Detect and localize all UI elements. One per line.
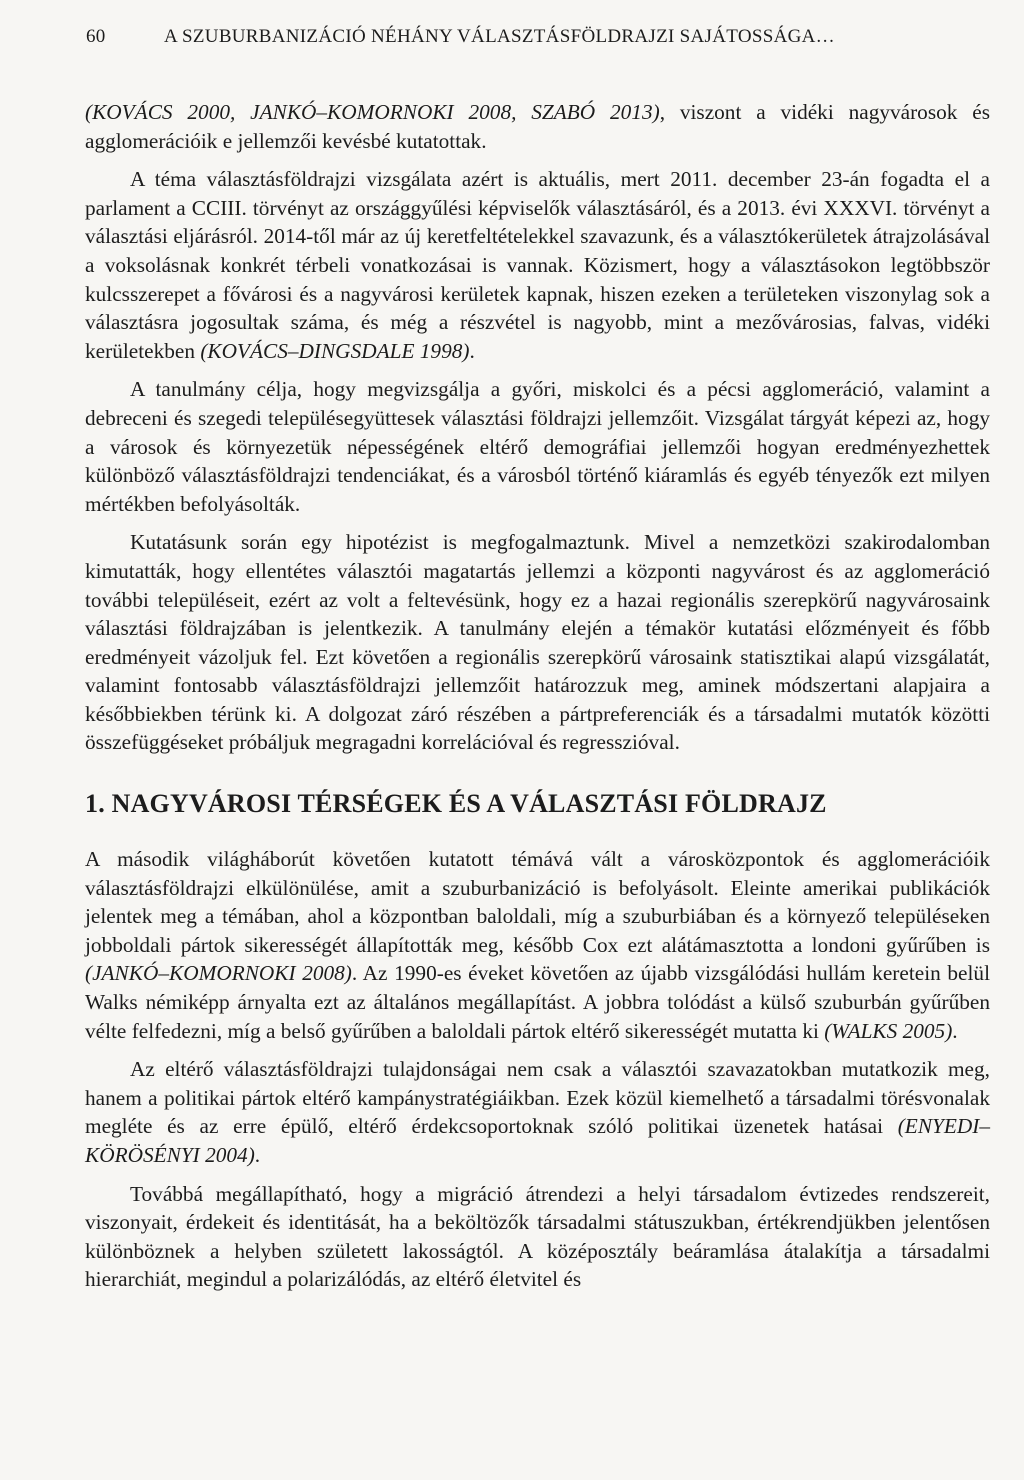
paragraph-end: . xyxy=(952,1018,958,1043)
running-title: A SZUBURBANIZÁCIÓ NÉHÁNY VÁLASZTÁSFÖLDRAJZI SAJÁTOSSÁGA… xyxy=(164,26,835,47)
running-header xyxy=(86,26,986,48)
paragraph-end: . xyxy=(254,1143,261,1167)
section-heading: 1. NAGYVÁROSI TÉRSÉGEK ÉS A VÁLASZTÁSI FÖLDRAJZ xyxy=(85,789,827,819)
paragraph-end: . xyxy=(469,338,475,363)
paragraph-text: Az eltérő választásföldrajzi tulajdonságai nem csak a választói szavazatokban mutatkozik meg, hanem a politikai pártok eltérő kampánystratégiáikban. Ezek közül kiemelhető a társadalmi törésvonalak megléte és az erre épülő, eltérő érdekcsoportoknak szóló politikai üzenetek hatásai xyxy=(85,1057,990,1139)
paragraph-text: A téma választásföldrajzi vizsgálata azért is aktuális, mert 2011. december 23-án fogadta el a parlament a CCIII. törvényt az országgyűlési képviselők választásáról, és a 2013. évi XXXVI. törvényt a választási eljárásról. 2014-től már az új keretfeltételekkel szavazunk, és a választókerületek átrajzolásával a voksolásnak konkrét térbeli vonatkozásai is vannak. Közismert, hogy a választásokon legtöbbször kulcsszerepet a fővárosi és a nagyvárosi kerületek kapnak, hiszen ezeken a területeken viszonylag sok a választásra jogosultak száma, és még a részvétel is nagyobb, mint a mezővárosias, falvas, vidéki kerületekben xyxy=(85,167,990,363)
paragraph-5 xyxy=(85,845,990,1045)
paragraph-text: A második világháborút követően kutatott témává vált a városközpontok és agglomerációik választásföldrajzi elkülönülése, amit a szuburbanizáció is befolyásolt. Eleinte amerikai publikációk jelentek meg a témában, ahol a központban baloldali, míg a szuburbiában és a környező településeken jobboldali pártok sikerességét állapították meg, később Cox ezt alátámasztotta a londoni gyűrűben is xyxy=(85,847,990,957)
paragraph-7: Továbbá megállapítható, hogy a migráció átrendezi a helyi társadalom évtizedes rendszereit, viszonyait, érdekeit és identitását, ha a beköltözők társadalmi státuszukban, értékrendjükben jelentősen különböznek a helyben született lakosságtól. A középosztály beáramlása átalakítja a társadalmi hierarchiát, megindul a polarizálódás, az eltérő életvitel és xyxy=(85,1181,990,1292)
paragraph-3: A tanulmány célja, hogy megvizsgálja a győri, miskolci és a pécsi agglomeráció, valamint a debreceni és szegedi településegyüttesek választási földrajzi jellemzőit. Vizsgálat tárgyát képezi az, hogy a városok és környezetük népességének eltérő demográfiai jellemzői hogyan eredményezhettek különböző választásföldrajzi tendenciákat, és a városból történő kiáramlás és egyéb tényezők ezt milyen mértékben befolyásolták. xyxy=(85,377,990,516)
page-number: 60 xyxy=(86,26,106,47)
paragraph-2 xyxy=(85,165,990,365)
citation: (JANKÓ–KOMORNOKI 2008) xyxy=(85,961,352,986)
citation: (KOVÁCS–DINGSDALE 1998) xyxy=(200,338,470,363)
paragraph-text: . Az 1990-es éveket követően az újabb vizsgálódási hullám keretein belül Walks némiképp árnyalta ezt az általános megállapítást. A jobbra tolódást a külső szuburbán gyűrűben vélte felfedezni, míg a belső gyűrűben a baloldali pártok eltérő sikerességét mutatta ki xyxy=(85,961,990,1043)
body-text xyxy=(85,98,990,1294)
paragraph-6 xyxy=(85,1055,990,1169)
citation: (KOVÁCS 2000, JANKÓ–KOMORNOKI 2008, SZABÓ 2013) xyxy=(85,100,660,124)
paragraph-4: Kutatásunk során egy hipotézist is megfogalmaztunk. Mivel a nemzetközi szakirodalomban kimutatták, hogy ellentétes választói magatartás jellemzi a központi nagyvárost és az agglomeráció további településeit, ezért az volt a feltevésünk, hogy ez a hazai regionális szerepkörű nagyvárosaink választási földrajzában is jelentkezik. A tanulmány elején a témakör kutatási előzményeit és főbb eredményeit vázoljuk fel. Ezt követően a regionális szerepkörű városaink statisztikai alapú vizsgálatát, valamint fontosabb választásföldrajzi jellemzőit határozzuk meg, aminek módszertani alapjaira a későbbiekben térünk ki. A dolgozat záró részében a pártpreferenciák és a társadalmi mutatók közötti összefüggéseket próbáljuk megragadni korrelációval és regresszióval. xyxy=(85,530,990,755)
paragraph-text: , viszont a vidéki nagyvárosok és agglomerációik e jellemzői kevésbé kutatottak. xyxy=(85,100,991,153)
citation: (ENYEDI–KÖRÖSÉNYI 2004) xyxy=(85,1114,990,1167)
citation: (WALKS 2005) xyxy=(824,1018,953,1043)
paragraph-1 xyxy=(85,98,990,155)
